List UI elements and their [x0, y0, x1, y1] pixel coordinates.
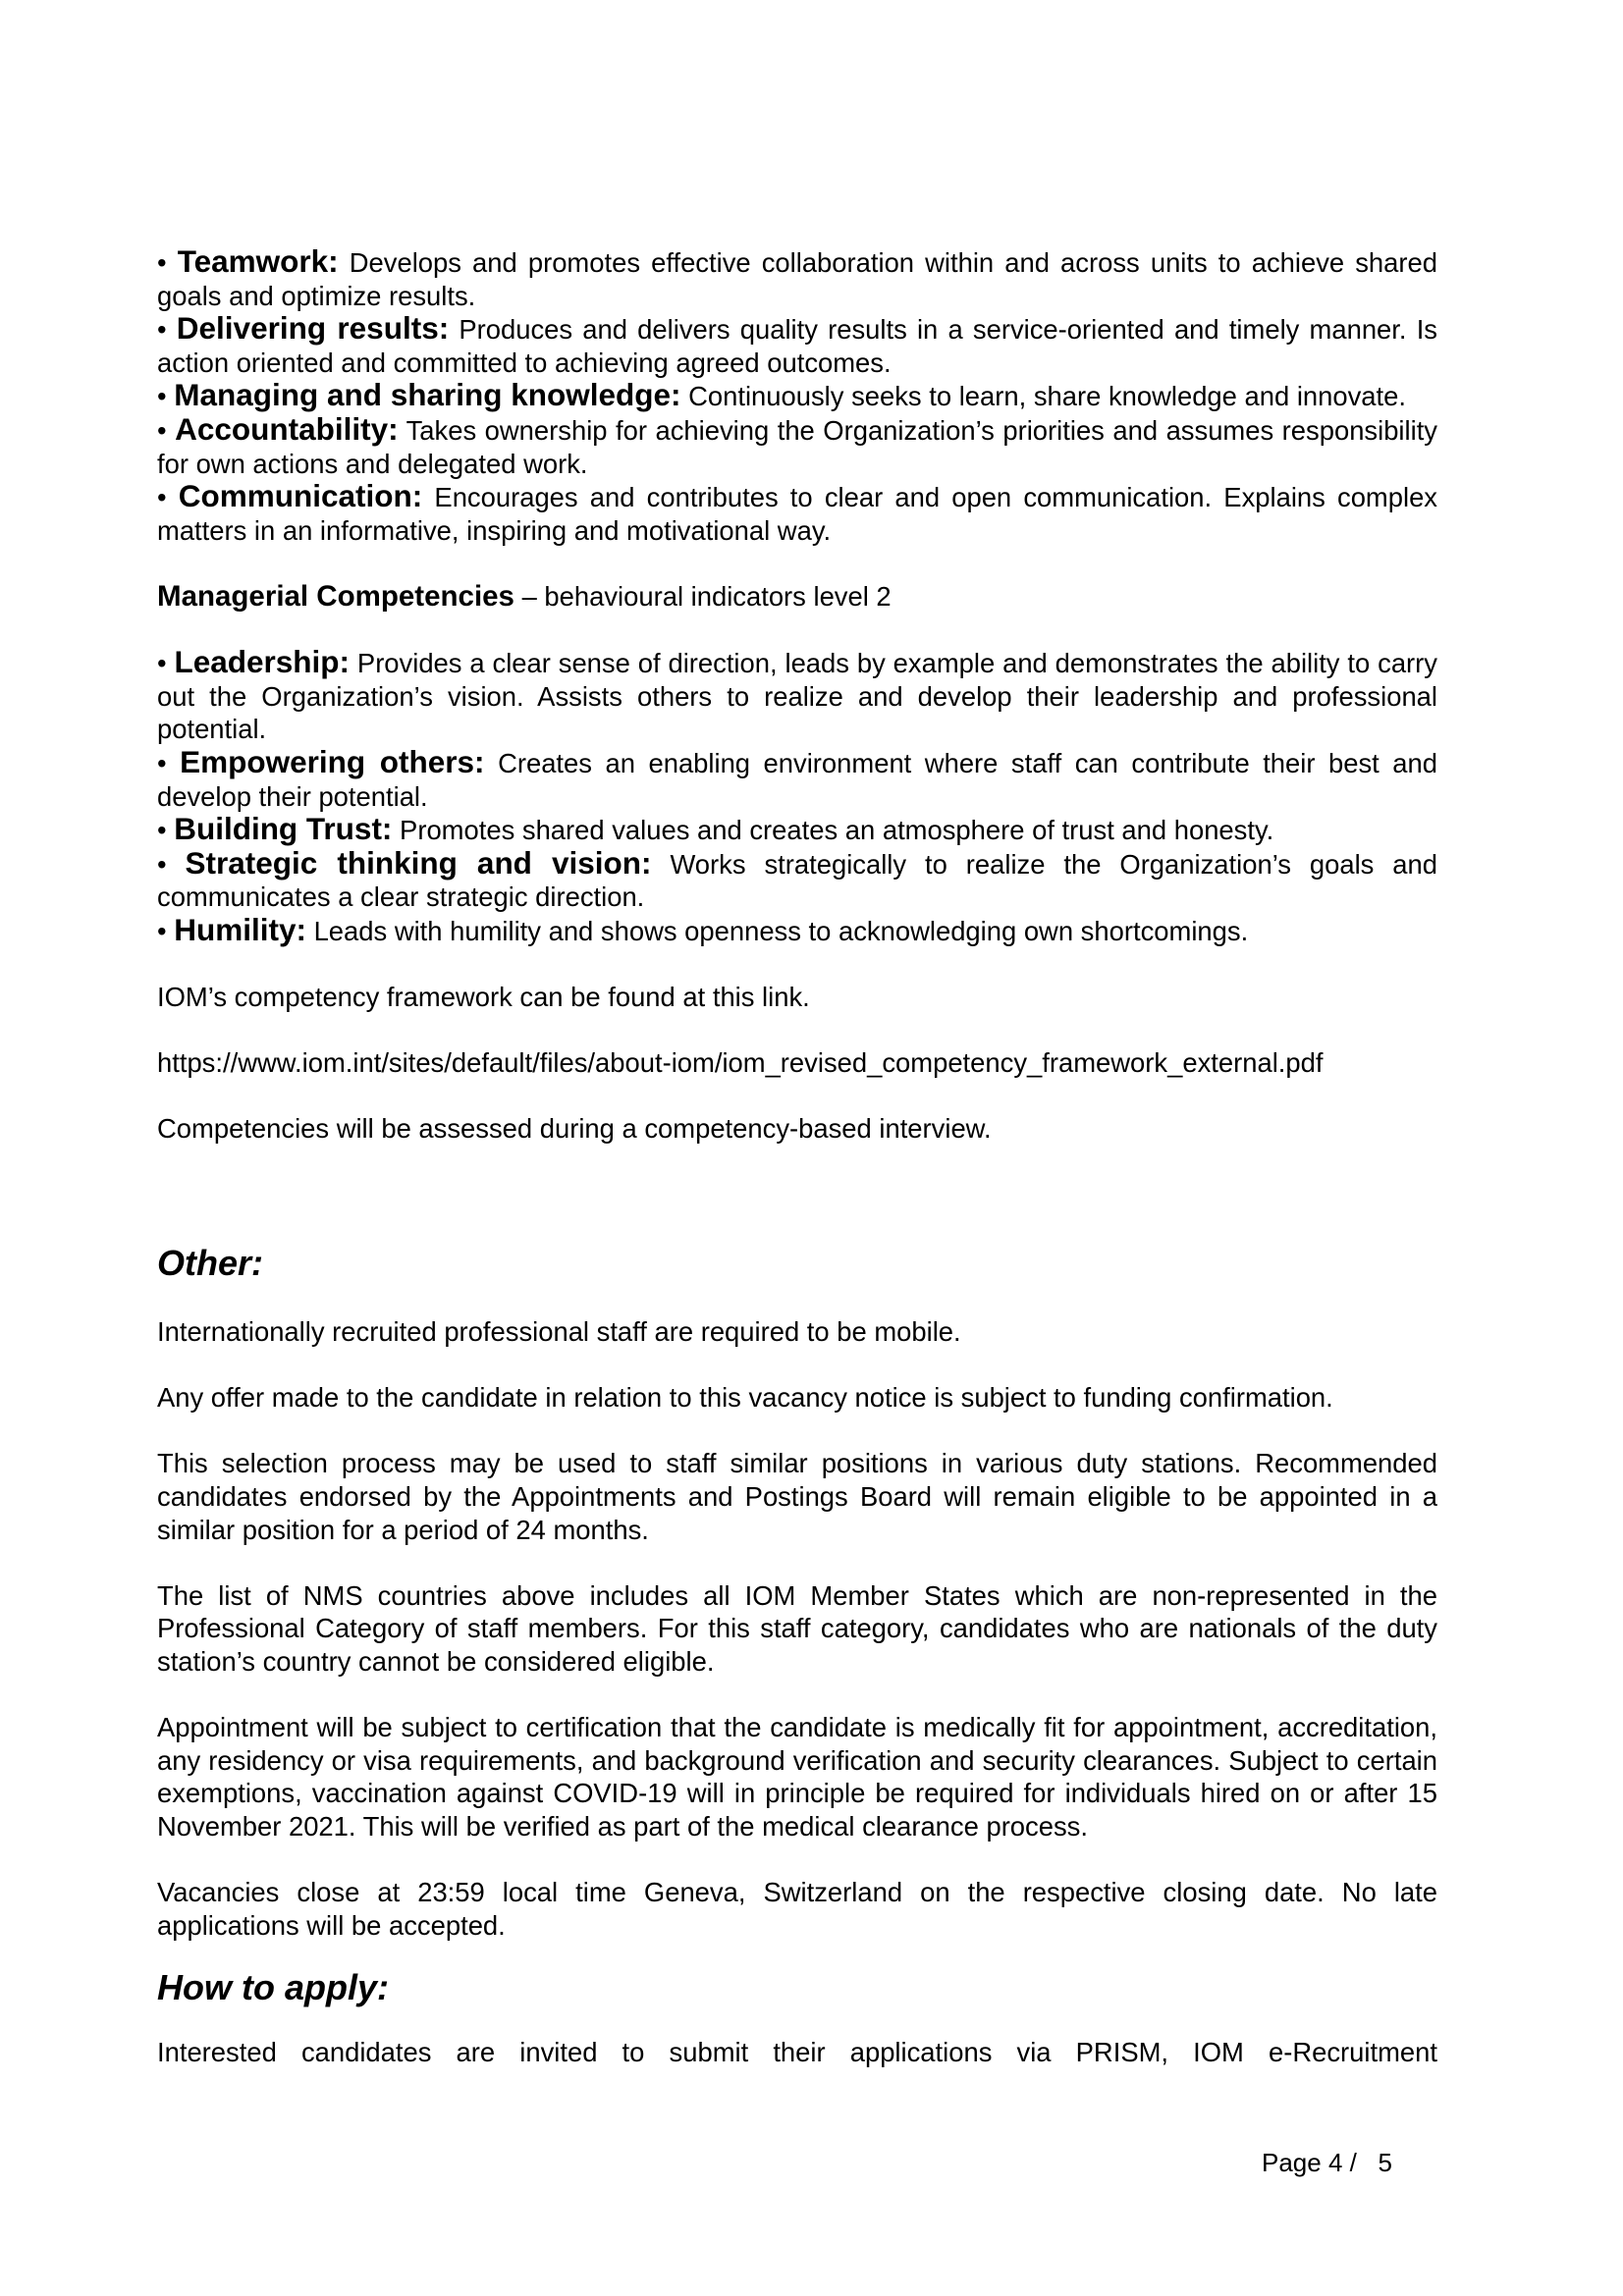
other-paragraph-selection: This selection process may be used to staff similar positions in various duty stations. Recommended candidates endorsed by the Appointments and Postings Board will remain eligible to be appointed in a similar position for a period of 24 months. [157, 1448, 1437, 1545]
managerial-competency-list [157, 646, 1437, 947]
other-paragraph-mobility: Internationally recruited professional staff are required to be mobile. [157, 1316, 961, 1348]
competency-leadership: • Leadership: Provides a clear sense of direction, leads by example and demonstrates the ability to carry out the Organization’s vision. Assists others to realize and develop their leadership and professional potential. [157, 644, 1437, 745]
other-heading: Other: [157, 1243, 263, 1284]
competency-strategic-thinking: • Strategic thinking and vision: Works strategically to realize the Organization’s goals and communicates a clear strategic direction. [157, 844, 1438, 913]
framework-link[interactable]: https://www.iom.int/sites/default/files/about-iom/iom_revised_competency_framework_external.pdf [157, 1047, 1324, 1079]
competency-accountability: • Accountability: Takes ownership for achieving the Organization’s priorities and assumes responsibility for own actions and delegated work. [157, 410, 1437, 479]
how-to-apply-text: Interested candidates are invited to submit their applications via PRISM, IOM e-Recruitment [157, 2037, 1437, 2068]
core-competency-list [157, 245, 1437, 547]
competency-empowering-others: • Empowering others: Creates an enabling environment where staff can contribute their best and develop their potential. [157, 743, 1437, 812]
other-paragraph-appointment: Appointment will be subject to certification that the candidate is medically fit for appointment, accreditation, any residency or visa requirements, and background verification and security clearances. Subject to certain exemptions, vaccination against COVID-19 will in principle be required for individuals hired on or after 15 November 2021. This will be verified as part of the medical clearance process. [157, 1712, 1437, 1842]
other-paragraph-funding: Any offer made to the candidate in relation to this vacancy notice is subject to funding confirmation. [157, 1382, 1333, 1414]
other-paragraph-closing: Vacancies close at 23:59 local time Geneva, Switzerland on the respective closing date. No late applications will be accepted. [157, 1877, 1437, 1941]
how-to-apply-heading: How to apply: [157, 1967, 389, 2008]
competency-communication: • Communication: Encourages and contributes to clear and open communication. Explains complex matters in an informative, inspiring and motivational way. [157, 478, 1437, 546]
page-number-label: Page 4 / [1262, 2148, 1357, 2177]
managerial-competencies-heading: Managerial Competencies – behavioural indicators level 2 [157, 579, 892, 613]
document-body [157, 245, 1437, 2069]
other-paragraph-nms: The list of NMS countries above includes all IOM Member States which are non-represented in the Professional Category of staff members. For this staff category, candidates who are nationals of the duty station’s country cannot be considered eligible. [157, 1579, 1437, 1677]
competency-teamwork: • Teamwork: Develops and promotes effective collaboration within and across units to achieve shared goals and optimize results. [157, 243, 1437, 311]
competency-delivering-results: • Delivering results: Produces and delivers quality results in a service-oriented and timely manner. Is action oriented and committed to achieving agreed outcomes. [157, 310, 1437, 378]
competency-building-trust: • Building Trust: Promotes shared values and creates an atmosphere of trust and honesty. [157, 811, 1274, 847]
page-total: 5 [1378, 2148, 1392, 2177]
assessment-text: Competencies will be assessed during a competency-based interview. [157, 1113, 992, 1145]
competency-managing-knowledge: • Managing and sharing knowledge: Continuously seeks to learn, share knowledge and innovate. [157, 377, 1406, 413]
competency-humility: • Humility: Leads with humility and shows openness to acknowledging own shortcomings. [157, 911, 1249, 947]
framework-text: IOM’s competency framework can be found at this link. [157, 982, 810, 1013]
page-number [1262, 2148, 1392, 2177]
